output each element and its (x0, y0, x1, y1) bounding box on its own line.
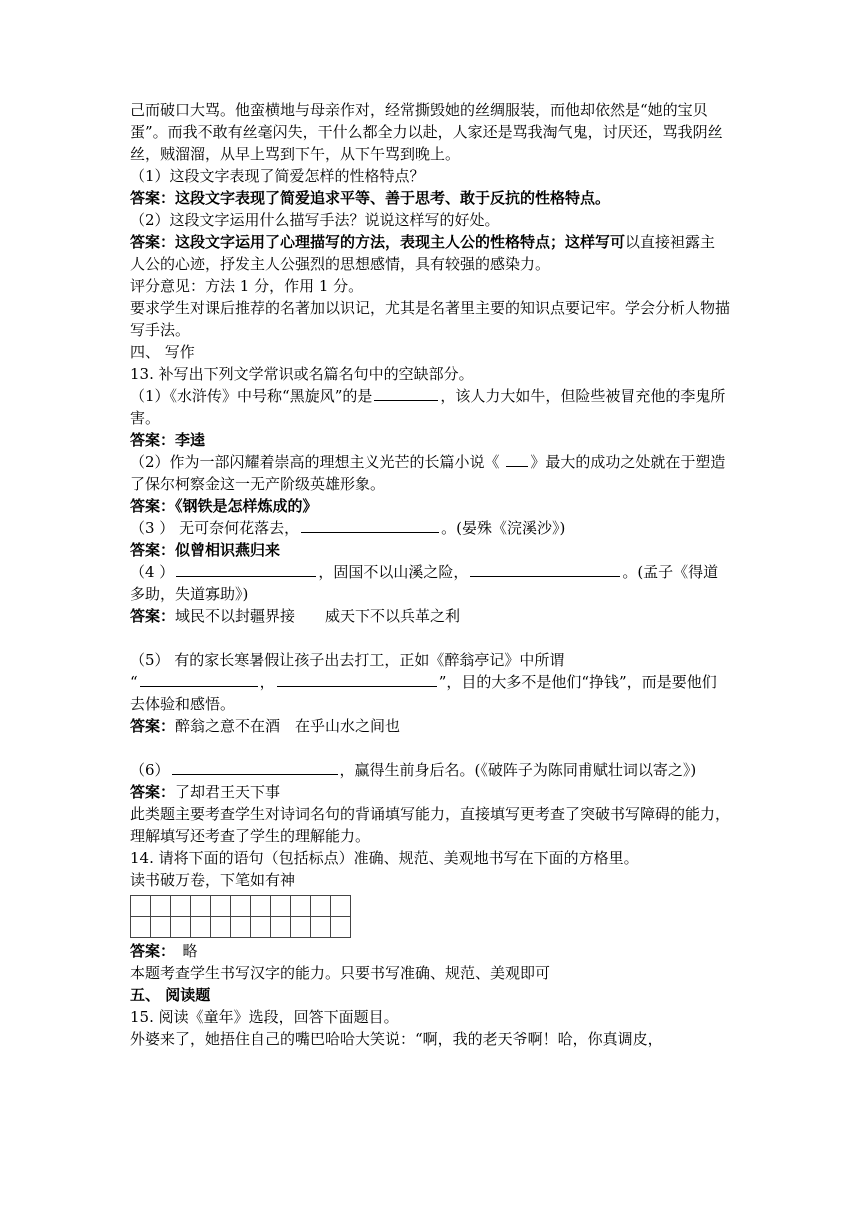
fill-blank (176, 561, 316, 577)
q13-1-text-a: （1）《水浒传》中号称“黑旋风”的是 (130, 387, 373, 405)
question-14-text: 读书破万卷，下笔如有神 (130, 871, 296, 889)
answer-13-5-value: 醉翁之意不在酒 在乎山水之间也 (175, 717, 401, 735)
question-2: （2）这段文字运用什么描写手法？说说这样写的好处。 (130, 211, 500, 229)
grid-cell (151, 896, 171, 917)
teaching-note-3: 本题考查学生书写汉字的能力。只要书写准确、规范、美观即可 (130, 964, 551, 982)
grid-cell (231, 896, 251, 917)
answer-14 (130, 940, 730, 962)
q13-5-comma: ， (259, 673, 275, 691)
q13-1-text-b: ，该人力大如牛，但险些被冒充他的李鬼所害。 (130, 387, 726, 427)
grid-cell (331, 896, 351, 917)
q13-5-text-d: ”，目的大多不是他们“挣钱”，而是要他们去体验和感悟。 (130, 673, 717, 713)
grid-cell (171, 896, 191, 917)
q13-6-text-b: ，赢得生前身后名。(《破阵子为陈同甫赋壮词以寄之》) (339, 761, 697, 779)
question-13-4 (130, 561, 730, 605)
answer-2-rest: 以直接袒露主人公的心迹，抒发主人公强烈的思想感情，具有较强的感染力。 (130, 233, 716, 273)
q13-3-text-b: 。(晏殊《浣溪沙》) (441, 519, 566, 537)
answer-14-value: 略 (167, 942, 198, 960)
grid-cell (311, 917, 331, 938)
answer-13-6-value: 了却君王天下事 (175, 783, 281, 801)
grid-cell (291, 917, 311, 938)
grid-cell (231, 917, 251, 938)
answer-13-6: 答案：了却君王天下事 (130, 783, 281, 801)
fill-blank (277, 671, 437, 687)
grid-cell (331, 917, 351, 938)
question-14: 14. 请将下面的语句（包括标点）准确、规范、美观地书写在下面的方格里。 (130, 849, 639, 867)
fill-blank (470, 561, 620, 577)
grid-cell (131, 896, 151, 917)
question-1: （1）这段文字表现了简爱怎样的性格特点？ (130, 167, 425, 185)
grid-cell (191, 896, 211, 917)
answer-13-4-value: 域民不以封疆界接 威天下不以兵革之利 (175, 607, 461, 625)
grid-cell (171, 917, 191, 938)
section-5-heading: 五、 阅读题 (130, 986, 211, 1004)
question-13-6 (130, 759, 730, 781)
fill-blank (374, 385, 438, 401)
grid-cell (211, 896, 231, 917)
grid-cell (211, 917, 231, 938)
q13-4-text-c: 。(孟子《得道多助，失道寡助》) (130, 563, 719, 603)
answer-13-3: 答案：似曾相识燕归来 (130, 541, 281, 559)
q13-4-text-b: ，固国不以山溪之险， (318, 563, 469, 581)
grid-cell (251, 917, 271, 938)
section-4-heading: 四、 写作 (130, 343, 195, 361)
writing-grid-table (130, 895, 351, 938)
question-13-1 (130, 385, 730, 429)
q13-3-text-a: （3 ） 无可奈何花落去， (130, 519, 300, 537)
grid-cell (271, 917, 291, 938)
grid-cell (271, 896, 291, 917)
answer-1: 答案：这段文字表现了简爱追求平等、善于思考、敢于反抗的性格特点。 (130, 189, 611, 207)
fill-blank (140, 671, 258, 687)
paragraph-passage: 己而破口大骂。他蛮横地与母亲作对，经常撕毁她的丝绸服装，而他却依然是“她的宝贝蛋”。而我不敢有丝毫闪失，干什么都全力以赴，人家还是骂我淘气鬼，讨厌还，骂我阴丝丝，贼溜溜，从早上骂到下午，从下午骂到晚上。 (130, 101, 723, 163)
question-13-3 (130, 517, 730, 539)
passage-excerpt: 外婆来了，她捂住自己的嘴巴哈哈大笑说：“啊，我的老天爷啊！哈，你真调皮， (130, 1030, 663, 1048)
question-15: 15. 阅读《童年》选段，回答下面题目。 (130, 1008, 399, 1026)
grid-cell (251, 896, 271, 917)
q13-2-text-b: 》最大的成功之处就在于塑造了保尔柯察金这一无产阶级英雄形象。 (130, 453, 726, 493)
q13-6-text-a: （6） (130, 761, 170, 779)
q13-5-open-quote: “ (130, 673, 138, 691)
grid-cell (191, 917, 211, 938)
q13-2-text-a: （2）作为一部闪耀着崇高的理想主义光芒的长篇小说《 (130, 453, 505, 471)
teaching-note-1: 要求学生对课后推荐的名著加以识记，尤其是名著里主要的知识点要记牢。学会分析人物描写手法。 (130, 299, 731, 339)
score-note: 评分意见：方法 1 分，作用 1 分。 (130, 277, 364, 295)
grid-row (131, 917, 351, 938)
grid-cell (291, 896, 311, 917)
grid-cell (151, 917, 171, 938)
answer-13-4: 答案：域民不以封疆界接 威天下不以兵革之利 (130, 607, 461, 625)
answer-2 (130, 231, 730, 275)
grid-row (131, 896, 351, 917)
answer-2-bold: 答案：这段文字运用了心理描写的方法，表现主人公的性格特点；这样写可 (130, 233, 626, 251)
question-13-2 (130, 451, 730, 495)
teaching-note-2: 此类题主要考查学生对诗词名句的背诵填写能力，直接填写更考查了突破书写障碍的能力，理解填写还考查了学生的理解能力。 (130, 805, 731, 845)
q13-4-text-a: （4 ） (130, 563, 175, 581)
answer-13-2: 答案：《钢铁是怎样炼成的》 (130, 497, 318, 515)
question-13: 13. 补写出下列文学常识或名篇名句中的空缺部分。 (130, 365, 474, 383)
grid-cell (131, 917, 151, 938)
writing-grid (130, 895, 730, 938)
document-body (130, 99, 730, 1050)
q13-5-text-a: （5） 有的家长寒暑假让孩子出去打工，正如《醉翁亭记》中所谓 (130, 651, 565, 669)
question-13-5 (130, 649, 730, 715)
answer-13-5: 答案：醉翁之意不在酒 在乎山水之间也 (130, 717, 401, 735)
fill-blank (506, 451, 528, 467)
answer-14-label: 答案： (130, 942, 168, 960)
fill-blank (301, 517, 439, 533)
grid-cell (311, 896, 331, 917)
answer-13-1: 答案：李逵 (130, 431, 206, 449)
fill-blank (172, 759, 338, 775)
